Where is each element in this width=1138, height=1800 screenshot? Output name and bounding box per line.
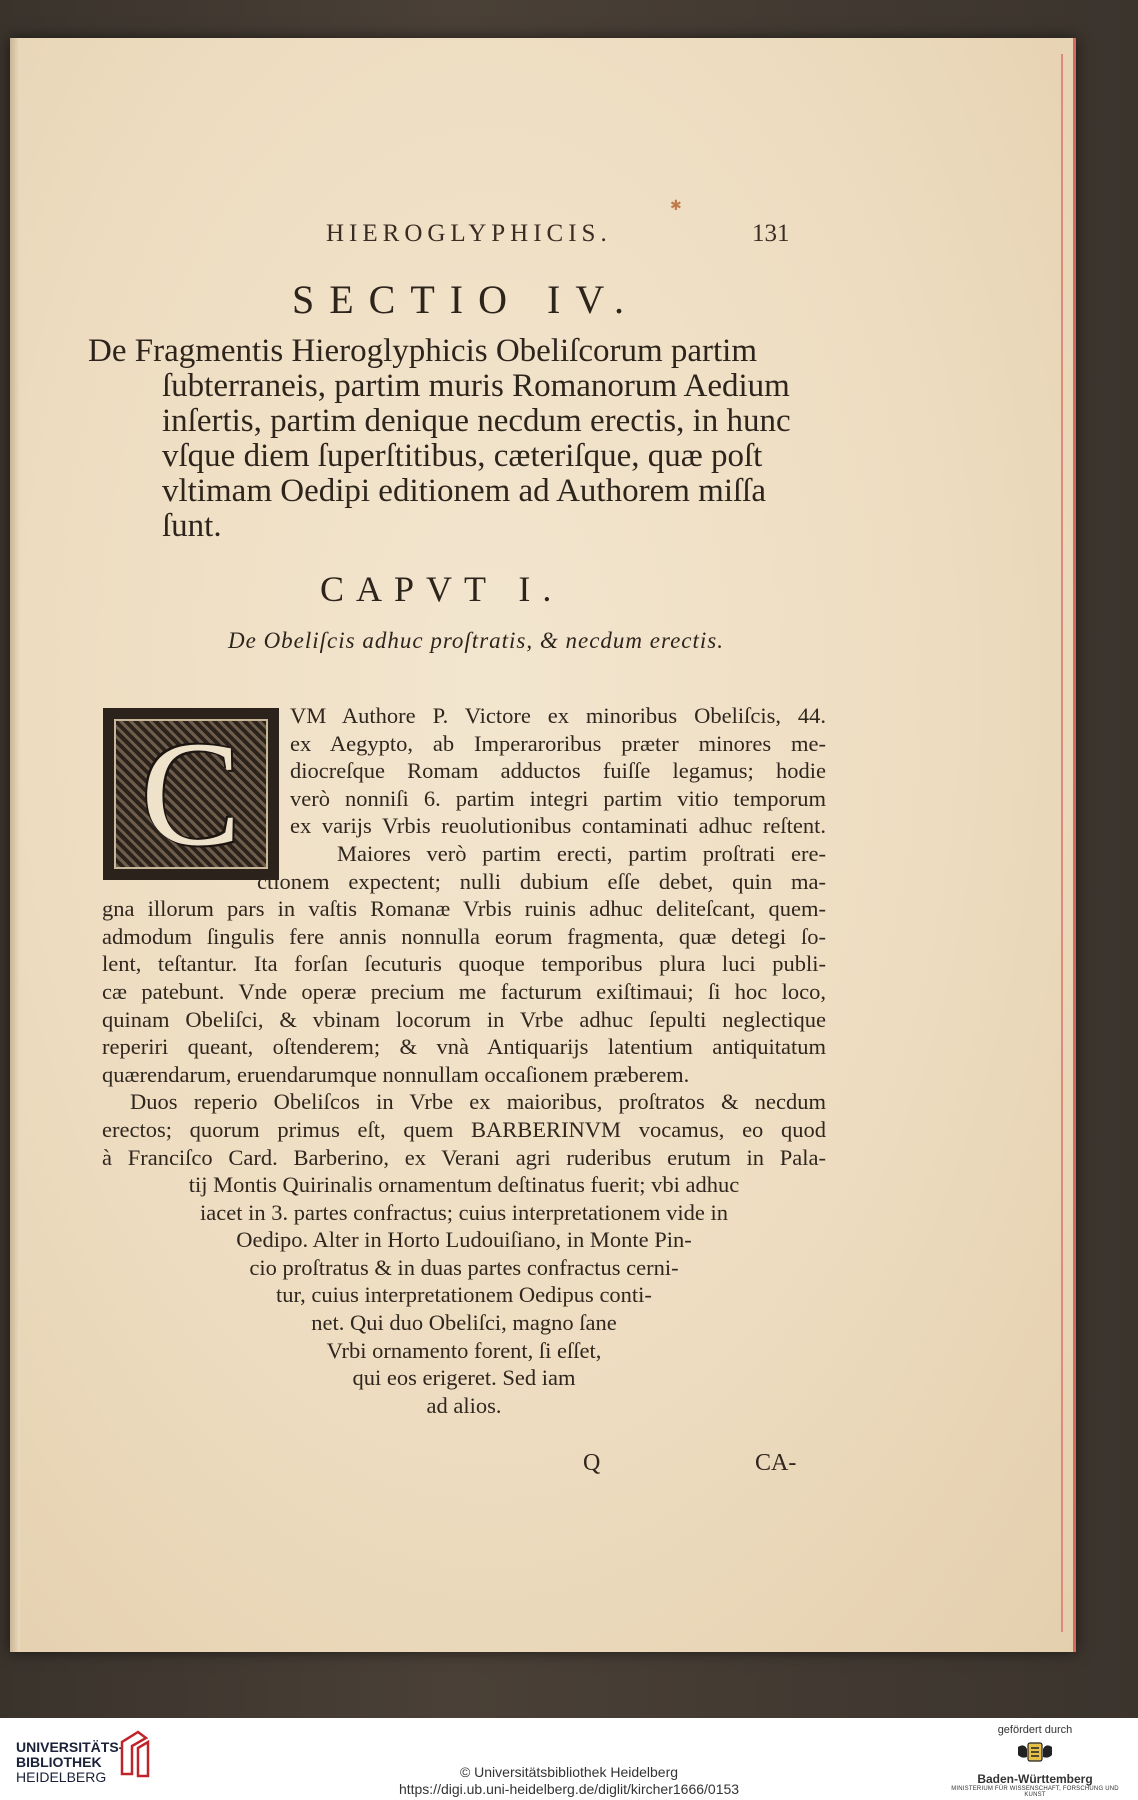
- body-line: diocreſque Romam adductos fuiſſe legamus; hodie: [290, 758, 826, 784]
- book-page: [10, 38, 1076, 1652]
- section-title-line: ſunt.: [162, 508, 222, 544]
- library-name-line: UNIVERSITÄTS-: [16, 1739, 124, 1755]
- sponsor-block: [950, 1724, 1120, 1798]
- body-line: ctionem expectent; nulli dubium eſſe debet, quin ma-: [257, 868, 826, 894]
- body-line: tur, cuius interpretationem Oedipus conti-: [276, 1282, 652, 1308]
- body-line: admodum ſingulis fere annis nonnulla eorum fragmenta, quæ detegi ſo-: [102, 923, 826, 949]
- initial-letter: C: [140, 711, 242, 877]
- section-heading: SECTIO IV.: [292, 277, 640, 322]
- body-line: ad alios.: [426, 1392, 502, 1418]
- ornament-star-icon: ✱: [670, 198, 682, 214]
- section-title-line: ſubterraneis, partim muris Romanorum Aedium: [162, 368, 790, 404]
- body-line: Vrbi ornamento forent, ſi eſſet,: [326, 1337, 602, 1363]
- body-line: quinam Obeliſci, & vbinam locorum in Vrbe adhuc ſepulti neglectique: [102, 1006, 826, 1032]
- sponsor-label: gefördert durch: [997, 1724, 1073, 1736]
- body-line: ex Aegypto, ab Imperaroribus præter minores me-: [290, 730, 826, 756]
- coat-of-arms-icon: [1014, 1741, 1056, 1765]
- body-line: Oedipo. Alter in Horto Ludouiſiano, in Monte Pin-: [236, 1227, 692, 1253]
- section-title-line: De Fragmentis Hieroglyphicis Obeliſcorum partim: [88, 333, 758, 369]
- library-name-line: BIBLIOTHEK: [16, 1754, 102, 1770]
- section-title-line: inſertis, partim denique necdum erectis, in hunc: [162, 403, 791, 439]
- running-head: [10, 220, 1073, 254]
- sponsor-ministry: MINISTERIUM FÜR WISSENSCHAFT, FORSCHUNG UND KUNST: [951, 1786, 1119, 1798]
- body-line: quærendarum, eruendarumque nonnullam occaſionem præberem.: [102, 1061, 690, 1087]
- body-line: Duos reperio Obeliſcos in Vrbe ex maioribus, proſtratos & necdum: [130, 1089, 826, 1115]
- page-gutter: [10, 38, 20, 1652]
- body-line: verò nonniſi 6. partim integri partim vitio temporum: [290, 785, 826, 811]
- running-title: HIEROGLYPHICIS.: [326, 220, 612, 247]
- body-line: à Franciſco Card. Barberino, ex Verani agri ruderibus erutum in Pala-: [102, 1144, 826, 1170]
- page-number: 131: [752, 220, 790, 247]
- body-line: qui eos erigeret. Sed iam: [352, 1365, 576, 1391]
- body-line: cæ patebunt. Vnde operæ precium me facturum exiſtimaui; ſi hoc loco,: [102, 978, 826, 1004]
- copyright-notice: © Universitätsbibliothek Heidelberg: [459, 1764, 679, 1780]
- body-line: cio proſtratus & in duas partes confractus cerni-: [249, 1254, 679, 1280]
- body-line: net. Qui duo Obeliſci, magno ſane: [311, 1310, 617, 1336]
- body-line: gna illorum pars in vaſtis Romanæ Vrbis ruinis adhuc deliteſcant, quem-: [102, 896, 826, 922]
- body-line: Maiores verò partim erecti, partim proſtrati ere-: [337, 840, 826, 866]
- body-line: erectos; quorum primus eſt, quem BARBERINVM vocamus, eo quod: [102, 1116, 826, 1142]
- body-line: VM Authore P. Victore ex minoribus Obeliſcis, 44.: [290, 703, 826, 728]
- section-title-line: vltimam Oedipi editionem ad Authorem miſſa: [162, 473, 766, 509]
- catchword: CA-: [755, 1450, 797, 1476]
- section-title: [88, 334, 828, 544]
- signature-mark: Q: [583, 1450, 601, 1476]
- viewer-footer: [0, 1718, 1138, 1800]
- body-line: reperiri queant, oſtenderem; & vnà Antiquarijs latentium antiquitatum: [102, 1034, 826, 1060]
- body-line: lent, teſtantur. Ita forſan ſecuturis quoque temporibus plura luci publi-: [102, 951, 826, 977]
- body-line: tij Montis Quirinalis ornamentum deſtinatus fuerit; vbi adhuc: [188, 1172, 740, 1198]
- chapter-subtitle: De Obeliſcis adhuc proſtratis, & necdum erectis.: [228, 628, 724, 653]
- permalink-url[interactable]: https://digi.ub.uni-heidelberg.de/diglit/kircher1666/0153: [398, 1781, 740, 1797]
- body-line: ex varijs Vrbis reuolutionibus contaminati adhuc reſtent.: [290, 813, 826, 839]
- body-line: iacet in 3. partes confractus; cuius interpretationem vide in: [200, 1199, 728, 1225]
- body-text: [102, 702, 826, 1419]
- chapter-heading: CAPVT I.: [320, 569, 564, 609]
- sponsor-name: Baden-Württemberg: [977, 1772, 1093, 1786]
- library-name-line: HEIDELBERG: [16, 1769, 107, 1785]
- section-title-line: vſque diem ſuperſtitibus, cæteriſque, quæ poſt: [162, 438, 763, 474]
